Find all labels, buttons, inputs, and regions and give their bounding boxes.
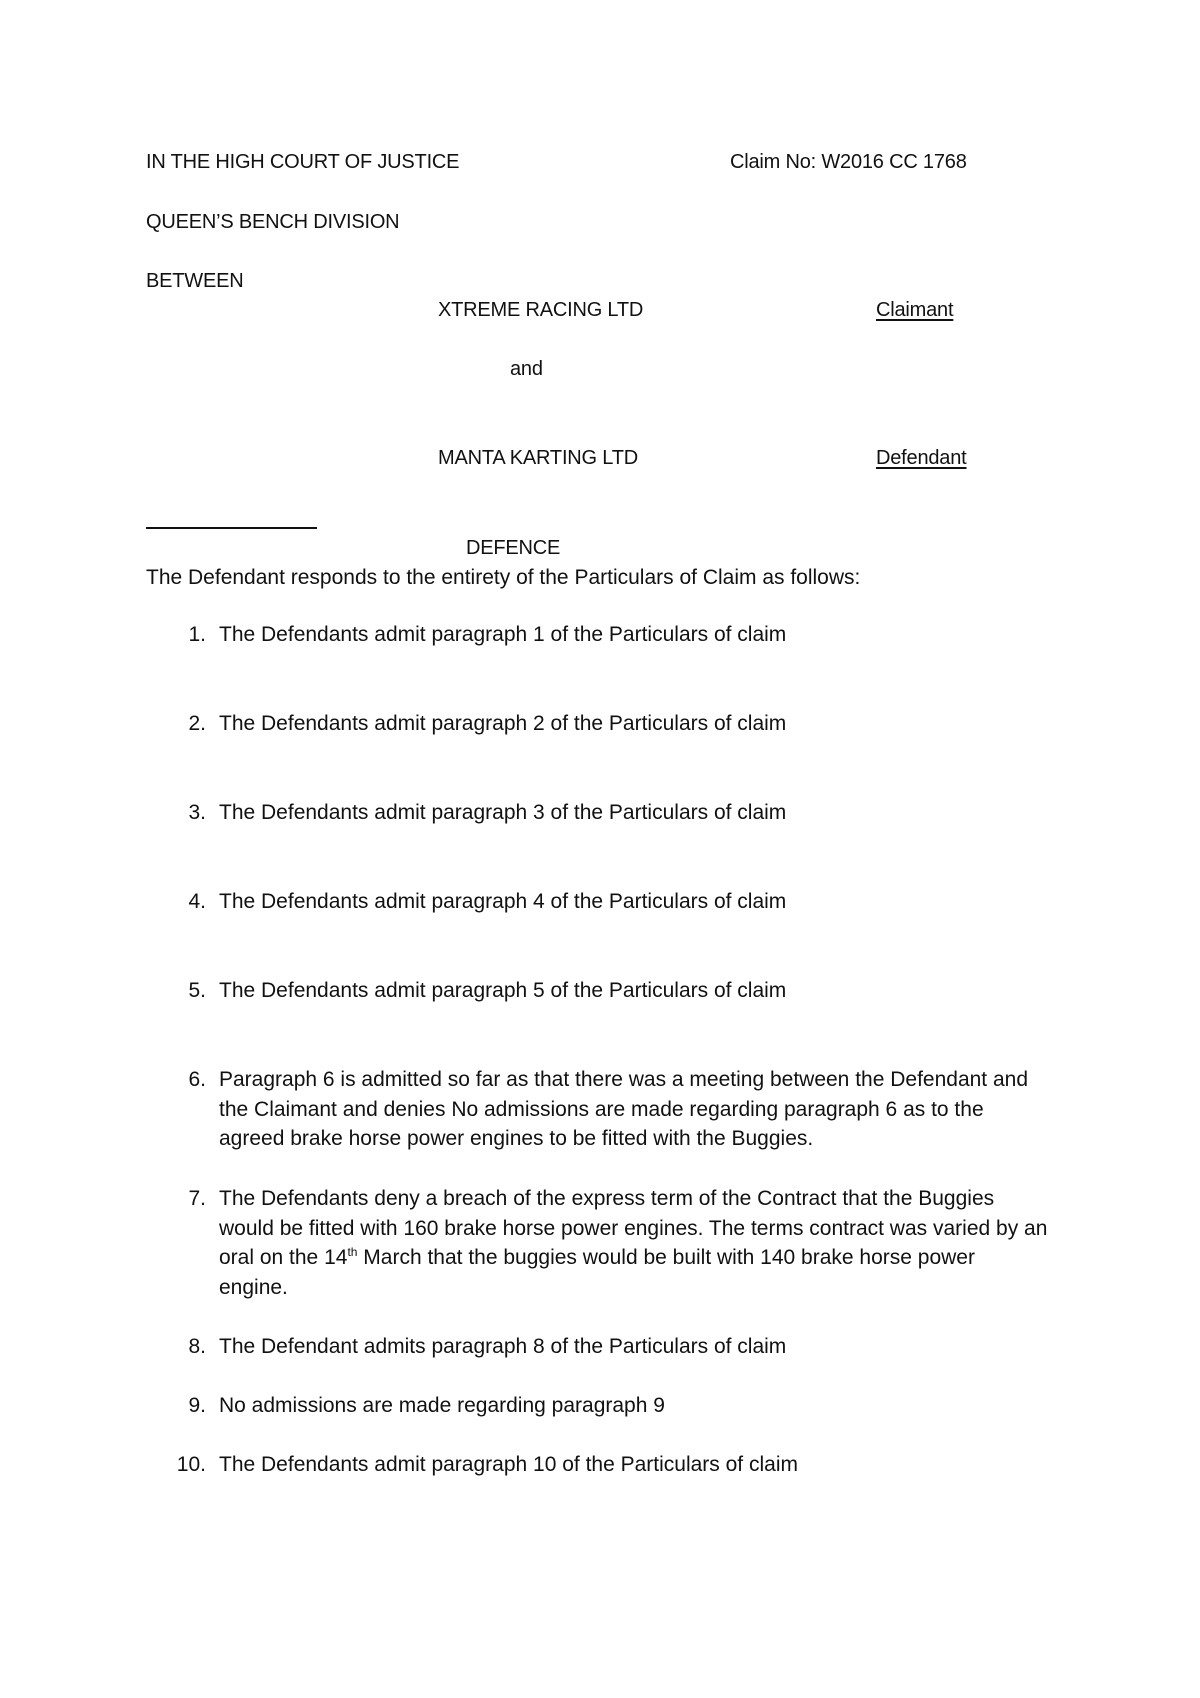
list-item-text: The Defendants admit paragraph 4 of the Particulars of claim [219,890,787,913]
list-item-text: The Defendants admit paragraph 3 of the Particulars of claim [219,801,787,824]
claim-number: Claim No: W2016 CC 1768 [730,151,967,173]
list-item-number: 7. [188,1187,206,1210]
defendant-role: Defendant [876,447,967,469]
list-item-number: 3. [188,801,206,824]
list-item-text: No admissions are made regarding paragraph 9 [219,1394,665,1417]
list-item-number: 9. [188,1394,206,1417]
list-item-number: 5. [188,979,206,1002]
list-item-text: Paragraph 6 is admitted so far as that there was a meeting between the Defendant and the Claimant and denies No admissions are made regarding paragraph 6 as to the agreed brake horse power engines to be fitted with the Buggies. [219,1068,1029,1150]
between-label: BETWEEN [146,270,244,292]
list-item-text: The Defendants admit paragraph 5 of the Particulars of claim [219,979,787,1002]
list-item-number: 1. [188,623,206,646]
and-separator: and [510,358,543,380]
list-item-text: The Defendant admits paragraph 8 of the Particulars of claim [219,1335,787,1358]
list-item-number: 6. [188,1068,206,1091]
document-title: DEFENCE [466,537,561,559]
list-item-number: 2. [188,712,206,735]
division-name: QUEEN’S BENCH DIVISION [146,211,400,233]
list-item-number: 4. [188,890,206,913]
intro-paragraph: The Defendant responds to the entirety of the Particulars of Claim as follows: [146,566,861,589]
claimant-role: Claimant [876,299,954,321]
list-item-text-part: The Defendants deny a breach of the express term of the Contract that the Buggies would be fitted with 160 brake horse power engines. The terms contract was varied by an oral on the 14 [219,1187,1048,1269]
list-item-text [219,1184,1049,1302]
court-name: IN THE HIGH COURT OF JUSTICE [146,151,460,173]
defendant-name: MANTA KARTING LTD [438,447,638,469]
horizontal-rule [146,527,317,529]
list-item-number: 10. [176,1453,206,1476]
list-item-text: The Defendants admit paragraph 2 of the Particulars of claim [219,712,787,735]
list-item-text: The Defendants admit paragraph 1 of the Particulars of claim [219,623,787,646]
list-item-number: 8. [188,1335,206,1358]
claimant-name: XTREME RACING LTD [438,299,644,321]
ordinal-suffix: th [347,1245,358,1259]
list-item-text: The Defendants admit paragraph 10 of the Particulars of claim [219,1453,798,1476]
list-item-text-part: March that the buggies would be built with 140 brake horse power engine. [219,1246,975,1299]
